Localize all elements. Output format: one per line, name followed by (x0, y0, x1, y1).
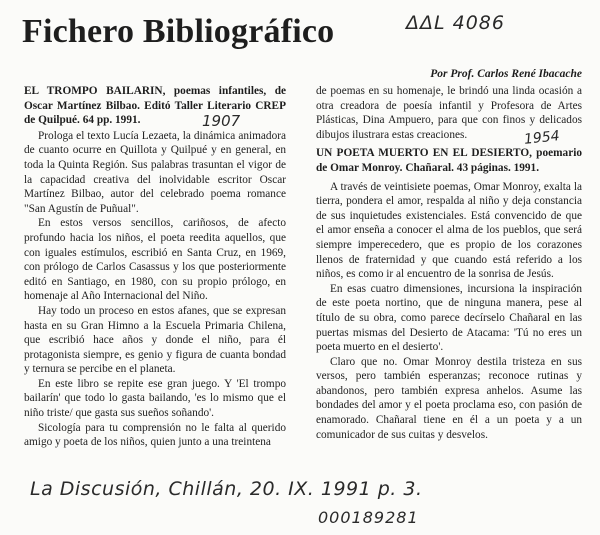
left-column (24, 84, 286, 450)
handwritten-year-right: 1954 (523, 128, 561, 148)
review-heading-poeta: UN POETA MUERTO EN EL DESIERTO, poemario de Omar Monroy. Chañaral. 43 páginas. 1991. (316, 147, 582, 174)
paragraph-continuation: de poemas en su homenaje, le brindó una linda ocasión a otra creadora de poesía infantil y Profesora de Artes Plásticas, Dina Ampuero, para que con finos y delicados dibujos ilustrara estas creaciones. (316, 85, 582, 141)
paragraph: En esas cuatro dimensiones, incursiona la inspiración de este poeta nortino, que de ninguna manera, pese al título de su obra, como parece decírselo Chañaral en las puertas mismas del Desierto de Atacama: 'Tú no eres un poeta muerto en el desierto'. (316, 282, 582, 354)
paragraph: A través de veintisiete poemas, Omar Monroy, exalta la tierra, pondera el amor, respalda al niño y deja constancia de sus inquietudes existenciales. Está convencido de que el amor enseña a conocer el alma de los pueblos, que será siempre imperecedero, que es propio de los corazones llenos de fraternidad y que cuando está referido a los niños, es como ir al encuentro de la sonrisa de Jesús. (316, 180, 582, 281)
review-heading-trompo: EL TROMPO BAILARIN, poemas infantiles, de Oscar Martínez Bilbao. Editó Taller Literario CREP de Quilpué. 64 pp. 1991. (24, 85, 286, 127)
handwritten-record-id: 000189281 (318, 508, 419, 527)
paragraph: Claro que no. Omar Monroy destila tristeza en sus versos, pero también esperanzas; reconoce rutinas y abandonos, pero también expresa anhelos. Asume las bondades del amor y el poeta proclama eso, con pasión de enamorado. Chañaral tiene en él a un poeta y a un comunicador de sus cuitas y desvelos. (316, 355, 582, 441)
handwritten-year-left: 1907 (202, 112, 241, 130)
paragraph: Sicología para tu comprensión no le falta al querido amigo y poeta de los niños, quien junto a una treintena (24, 421, 286, 449)
paragraph: En estos versos sencillos, cariñosos, de afecto profundo hacia los niños, el poeta reedita aquellos, que con iguales estímulos, escribió en Santa Cruz, en 1969, con prólogo de Carlos Casassus y los que posteriormente editó en Santiago, en 1980, con su propio prólogo, en homenaje al Año Internacional del Niño. (24, 217, 286, 303)
author-byline: Por Prof. Carlos René Ibacache (430, 68, 582, 80)
paragraph: Prologa el texto Lucía Lezaeta, la dinámica animadora de cuanto ocurre en Quillota y Quilpué y en general, en toda la Quinta Región. Sus palabras trasuntan el vigor de la capacidad creativa del inolvidable escritor Oscar Martínez Bilbao, autor del celebrado poema romance "San Agustín de Puñual". (24, 129, 286, 215)
handwritten-source-note: La Discusión, Chillán, 20. IX. 1991 p. 3. (30, 478, 423, 500)
paragraph: En este libro se repite ese gran juego. Y 'El trompo bailarín' que todo lo gasta bailando, 'es lo mismo que el niño triste/ que gasta sus sueños soñando'. (24, 377, 286, 420)
handwritten-catalog-code: ΔΔL 4086 (406, 12, 505, 34)
paragraph: Hay todo un proceso en estos afanes, que se expresan hasta en su Gran Himno a la Escuela Primaria Chilena, que escribió hace años y donde el niño, para él protagonista siempre, es genio y figura de cuanta bondad y ternura se percibe en el planeta. (24, 304, 286, 376)
page-title: Fichero Bibliográfico (22, 13, 335, 50)
